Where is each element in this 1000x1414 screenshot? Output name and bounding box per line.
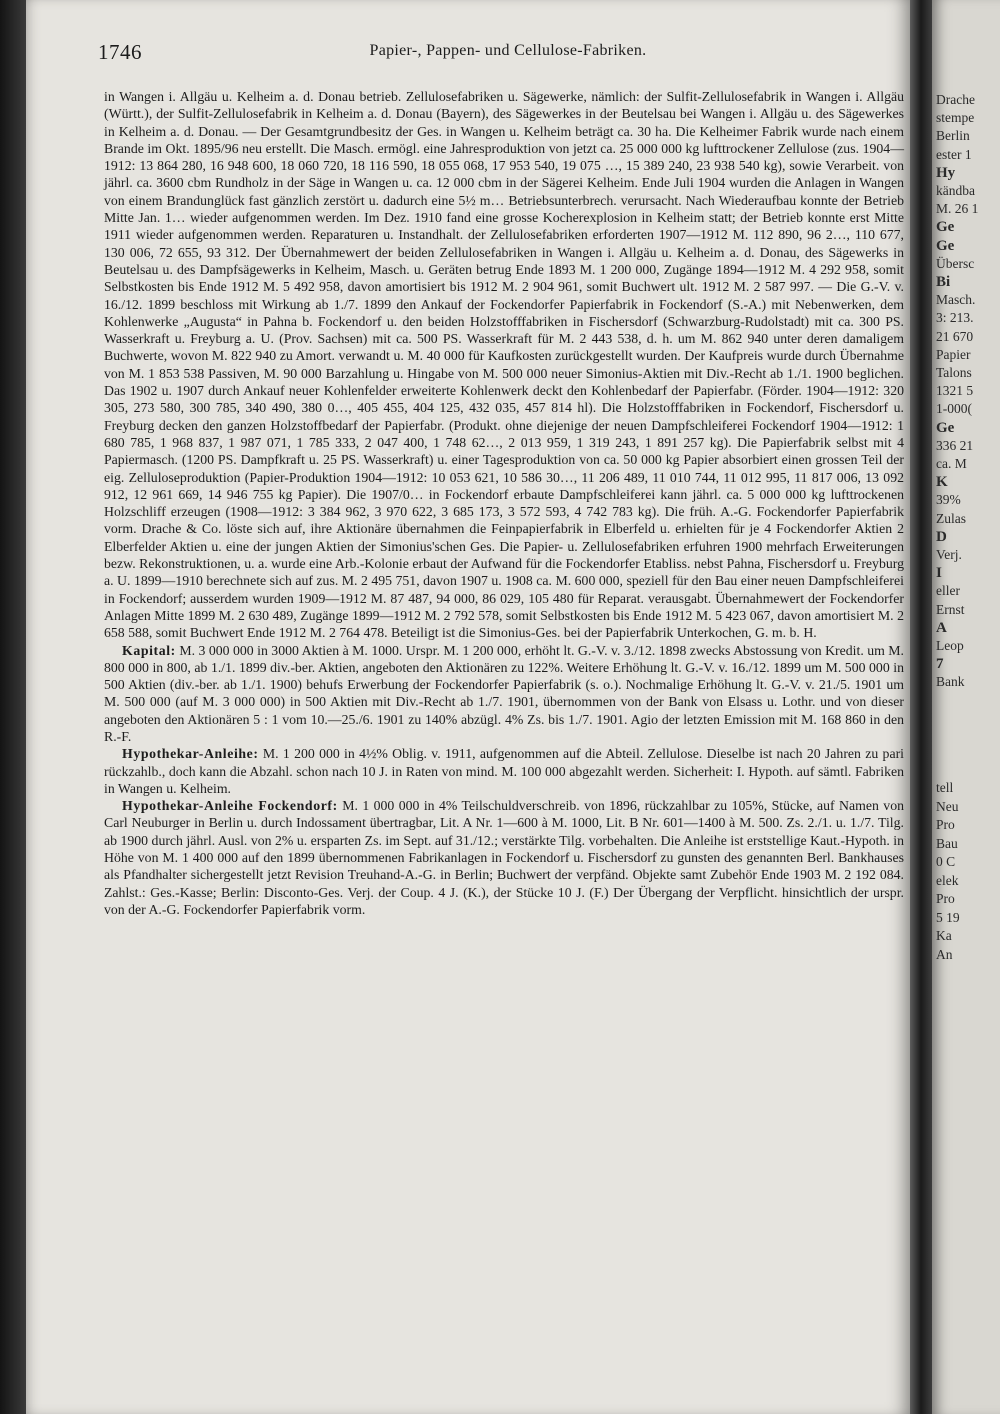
section-kapital: [104, 642, 904, 746]
facing-page-fragment: Zulas: [936, 510, 966, 526]
facing-page-fragment: Talons: [936, 365, 972, 380]
book-page: [26, 0, 910, 1414]
facing-page-fragment: Übersc: [936, 255, 975, 271]
facing-page-fragment: eller: [936, 583, 960, 599]
facing-page-fragment: Masch.: [936, 292, 976, 308]
section-hypothekar-anleihe-fockendorf: [104, 797, 904, 918]
left-page-edge: [0, 0, 26, 1414]
facing-page-fragment: tell: [936, 780, 954, 795]
facing-page-fragment: A: [936, 619, 947, 636]
facing-page-fragment: D: [936, 528, 947, 545]
section-title: Hypothekar-Anleihe Fockendorf:: [122, 798, 338, 814]
facing-page-fragment: 39%: [936, 492, 961, 508]
section-text: M. 1 000 000 in 4% Teilschuldverschreib. von 1896, rückzahlbar zu 105%, Stücke, auf Namen von Carl Neuburger in Berlin u. durch Indossament übertragbar, Lit. A Nr. 1—600 à M. 1000, Lit. B Nr. 601—1400 à M. 500. Zs. 2./1. u. 1./7. Tilg. ab 1900 durch jährl. Ausl. von 2% u. ersparten Zs. im Sept. auf 31./12.; verstärkte Tilg. vorbehalten. Die Anleihe ist erststellige Kaut.-Hypoth. in Höhe von M. 1 400 000 auf den 1899 übernommenen Fabrikanlagen in Fockendorf u. Fischersdorf zu gunsten des genannten Berl. Bankhauses als Pfandhalter sichergestellt jetzt Revision Treuhand-A.-G. in Berlin; Buchwert der verpfänd. Objekte samt Zubehör Ende 1903 M. 2 192 084. Zahlst.: Ges.-Kasse; Berlin: Disconto-Ges. Verj. der Coup. 4 J. (K.), der Stücke 10 J. (F.) Der Übergang der Verpflicht. hinsichtlich der urspr. von der A.-G. Fockendorfer Papierfabrik vorm.: [104, 798, 904, 917]
facing-page-fragment: 21 670: [936, 328, 974, 344]
facing-page-fragment: Ka: [936, 928, 952, 943]
facing-page-fragment: An: [936, 946, 953, 962]
intro-paragraph: in Wangen i. Allgäu u. Kelheim a. d. Donau betrieb. Zellulosefabriken u. Sägewerke, nämlich: der Sulfit-Zellulosefabrik in Wangen i. Allgäu (Württ.), der Sulfit-Zellulosefabrik in Kelheim a. d. Donau (Bayern), des Sägewerkes in der Beutelsau bei Wangen i. Allgäu u. des Sägewerkes in Kelheim a. d. Donau. — Der Gesamtgrundbesitz der Ges. in Wangen u. Kelheim beträgt ca. 30 ha. Die Kelheimer Fabrik wurde nach einem Brande im Okt. 1895/96 neu erstellt. Die Masch. ermögl. eine Jahresproduktion von jetzt ca. 25 000 000 kg lufttrockener Zellulose (zus. 1904—1912: 13 864 280, 16 948 600, 18 060 720, 18 116 590, 18 055 068, 17 953 540, 19 075 …, 15 389 240, 23 938 540 kg), sowie Verarbeit. von jährl. ca. 3600 cbm Rundholz in der Säge in Wangen u. ca. 12 000 cbm in der Sägerei Kelheim. Ende Juli 1904 wurden die Anlagen in Wangen von einem Brandunglück fast gänzlich zerstört u. dadurch eine 5½ m… Betriebsunterbrech. verursacht. Nach Wiederaufbau konnte der Betrieb Mitte Jan. 1… wieder aufgenommen werden. Im Dez. 1910 fand eine grosse Kocherexplosion in Kelheim statt; der Betrieb konnte erst Mitte 1911 wieder aufgenommen werden. Reparaturen u. Instandhalt. der Zellulosefabriken erforderten 1907—1912 M. 112 890, 96 2…, 110 677, 130 006, 72 655, 93 312. Der Übernahmewert der beiden Zellulosefabriken in Wangen i. Allgäu u. Kelheim a. d. Donau, des Sägewerks in Beutelsau u. des Dampfsägewerks in Kelheim, Masch. u. Geräten betrug Ende 1893 M. 1 200 000, Zugänge 1894—1912 M. 4 292 958, somit Selbstkosten bis Ende 1912 M. 5 492 958, davon amortisiert bis 1912 M. 2 904 961, somit Buchwert ult. 1912 M. 2 587 997. — Die G.-V. v. 16./12. 1899 beschloss mit Wirkung ab 1./7. 1899 den Ankauf der Fockendorfer Papierfabrik in Fockendorf (S.-A.) mit Nebenwerken, dem Kohlenwerke „Augusta“ in Pahna b. Fockendorf u. den beiden Holzstofffabriken in Fischersdorf (Schwarzburg-Rudolstadt) mit ca. 300 PS. Wasserkraft u. Freyburg a. U. (Prov. Sachsen) mit ca. 500 PS. Wasserkraft für M. 2 443 538, d. h. um M. 862 940 unter deren damaligem Buchwerte, wovon M. 822 940 zu Amort. verwandt u. M. 40 000 für Kaufkosten zurückgestellt wurden. Der Kaufpreis wurde durch Übernahme von M. 1 853 538 Passiven, M. 90 000 Barzahlung u. Hingabe von M. 500 000 neuer Simonius-Aktien mit Div.-Recht ab 1./1. 1900 beglichen. Das 1902 u. 1907 durch Ankauf neuer Kohlenfelder erweiterte Kohlenwerk deckt den Kohlenbedarf der Papierfabr. (Förder. 1904—1912: 320 305, 273 580, 300 785, 340 490, 380 0…, 405 455, 404 125, 432 035, 457 814 hl). Die Holzstofffabriken in Fockendorf, Fischersdorf u. Freyburg decken den ganzen Holzstoffbedarf der Papierfabr. (Produkt. ohne diejenige der neuen Dampfschleiferei Fockendorf 1904—1912: 1 680 785, 1 968 837, 1 987 071, 1 785 333, 2 047 400, 1 748 62…, 2 013 959, 1 319 243, 1 891 257 kg). Die Papierfabrik selbst mit 4 Papiermasch. (1200 PS. Dampfkraft u. 25 PS. Wasserkraft) u. einer Tagesproduktion von ca. 50 000 kg Papier absorbiert einen grossen Teil der eig. Zelluloseproduktion (Papier-Produktion 1904—1912: 10 053 621, 10 586 30…, 11 206 489, 11 010 744, 11 012 995, 11 817 006, 13 092 912, 12 961 669, 14 946 755 kg Papier). Die 1907/0… in Fockendorf erbaute Dampfschleiferei kann jährl. ca. 5 000 000 kg lufttrockenen Holzschliff erzeugen (1908—1912: 3 384 962, 3 970 622, 3 685 173, 3 572 593, 4 742 783 kg). Die früh. A.-G. Fockendorfer Papierfabrik vorm. Drache & Co. löste sich auf, ihre Aktionäre übernahmen die Feinpapierfabrik in Elberfeld u. erhielten für je 4 Fockendorfer Aktien 2 Elberfelder Aktien u. eine der jungen Aktien der Simonius'schen Ges. Die Papier- u. Zellulosefabriken erfuhren 1900 mehrfach Erweiterungen bezw. Rekonstruktionen, u. a. wurde eine Arb.-Kolonie erbaut der Aufwand für die Fockendorfer Etabliss. nebst Pahna, Fischersdorf u. Freyburg a. U. 1899—1910 berechnete sich auf zus. M. 2 495 751, davon 1907 u. 1908 ca. M. 600 000, speziell für den Bau einer neuen Dampfschleiferei in Fockendorf; ausserdem wurden 1909—1912 M. 87 487, 94 000, 86 029, 105 480 für Reparat. verausgabt. Übernahmewert der Fockendorfer Anlagen Mitte 1899 M. 2 630 489, Zugänge 1899—1912 M. 2 792 578, somit Selbstkosten bis Ende 1912 M. 5 423 067, davon amortisiert M. 2 658 588, somit Buchwert Ende 1912 M. 2 764 478. Beteiligt ist die Simonius-Ges. bei der Papierfabrik Unterkochen, G. m. b. H.: [104, 89, 904, 641]
facing-page-edge: [932, 0, 1000, 1414]
facing-page-fragment: Leop: [936, 638, 964, 653]
facing-page-fragment: K: [936, 474, 948, 491]
facing-page-fragment: Drache: [936, 92, 975, 107]
facing-page-fragment: ca. M: [936, 456, 967, 471]
page-number: 1746: [98, 40, 142, 64]
facing-page-fragment: Neu: [936, 798, 959, 814]
facing-page-fragment: 3: 213.: [936, 310, 974, 326]
facing-page-fragment: Pro: [936, 891, 955, 906]
facing-page-fragment: elek: [936, 872, 959, 888]
section-text: M. 3 000 000 in 3000 Aktien à M. 1000. Urspr. M. 1 200 000, erhöht lt. G.-V. v. 3./12. 1898 zwecks Abstossung von Kredit. um M. 800 000 in 800, ab 1./1. 1899 div.-ber. Aktien, angeboten den Aktionären zu 122%. Weitere Erhöhung lt. G.-V. v. 16./12. 1899 um M. 500 000 in 500 Aktien (div.-ber. ab 1./1. 1900) behufs Erwerbung der Fockendorfer Papierfabrik (s. o.). Nochmalige Erhöhung lt. G.-V. v. 21./5. 1901 um M. 500 000 (auf M. 3 000 000) in 500 Aktien mit Div.-Recht ab 1./7. 1901, übernommen von der Bank von Elsass u. Lothr. und von dieser angeboten den Aktionären 5 : 1 vom 10.—25./6. 1901 zu 140% abzügl. 4% Zs. bis 1./7. 1901. Agio der letzten Emission mit M. 168 860 in den R.-F.: [104, 642, 905, 744]
facing-page-fragment: ester 1: [936, 146, 972, 162]
facing-page-fragment: 1-000(: [936, 401, 972, 417]
facing-page-fragment: I: [936, 565, 942, 582]
facing-page-fragment: 336 21: [936, 437, 974, 453]
facing-page-fragment: Ge: [936, 419, 955, 436]
facing-page-fragment: 5 19: [936, 909, 960, 925]
facing-page-fragment: Bank: [936, 674, 965, 690]
facing-page-fragment: Ernst: [936, 601, 965, 617]
facing-page-fragment: Hy: [936, 164, 956, 181]
facing-page-fragment: Verj.: [936, 547, 962, 562]
facing-page-fragment: Bau: [936, 835, 958, 851]
facing-page-fragment: Pro: [936, 817, 955, 832]
facing-page-fragment: Berlin: [936, 128, 970, 144]
facing-page-fragment: Ge: [936, 219, 955, 236]
facing-page-fragment: kändba: [936, 183, 975, 198]
facing-page-fragment: stempe: [936, 110, 975, 126]
page-body: [104, 88, 904, 918]
section-title: Kapital:: [122, 642, 176, 658]
facing-page-fragment: Bi: [936, 274, 951, 290]
section-hypothekar-anleihe: [104, 745, 904, 797]
running-title: Papier-, Pappen- und Cellulose-Fabriken.: [369, 42, 647, 59]
facing-page-fragment: 0 C: [936, 854, 956, 869]
page-header: [98, 40, 918, 64]
facing-page-fragment: 1321 5: [936, 383, 974, 399]
facing-page-fragment: M. 26 1: [936, 201, 979, 217]
facing-page-fragment: Ge: [936, 237, 955, 254]
section-text: M. 1 200 000 in 4½% Oblig. v. 1911, aufgenommen auf die Abteil. Zellulose. Dieselbe ist nach 20 Jahren zu pari rückzahlb., doch kann die Abzahl. schon nach 10 J. in Raten von mind. M. 100 000 abgezahlt werden. Sicherheit: I. Hypoth. auf sämtl. Fabriken in Wangen u. Kelheim.: [104, 746, 904, 796]
facing-page-fragment: 7: [936, 656, 944, 673]
facing-page-fragment: Papier: [936, 346, 971, 362]
section-title: Hypothekar-Anleihe:: [122, 746, 259, 762]
book-gutter: [910, 0, 932, 1414]
